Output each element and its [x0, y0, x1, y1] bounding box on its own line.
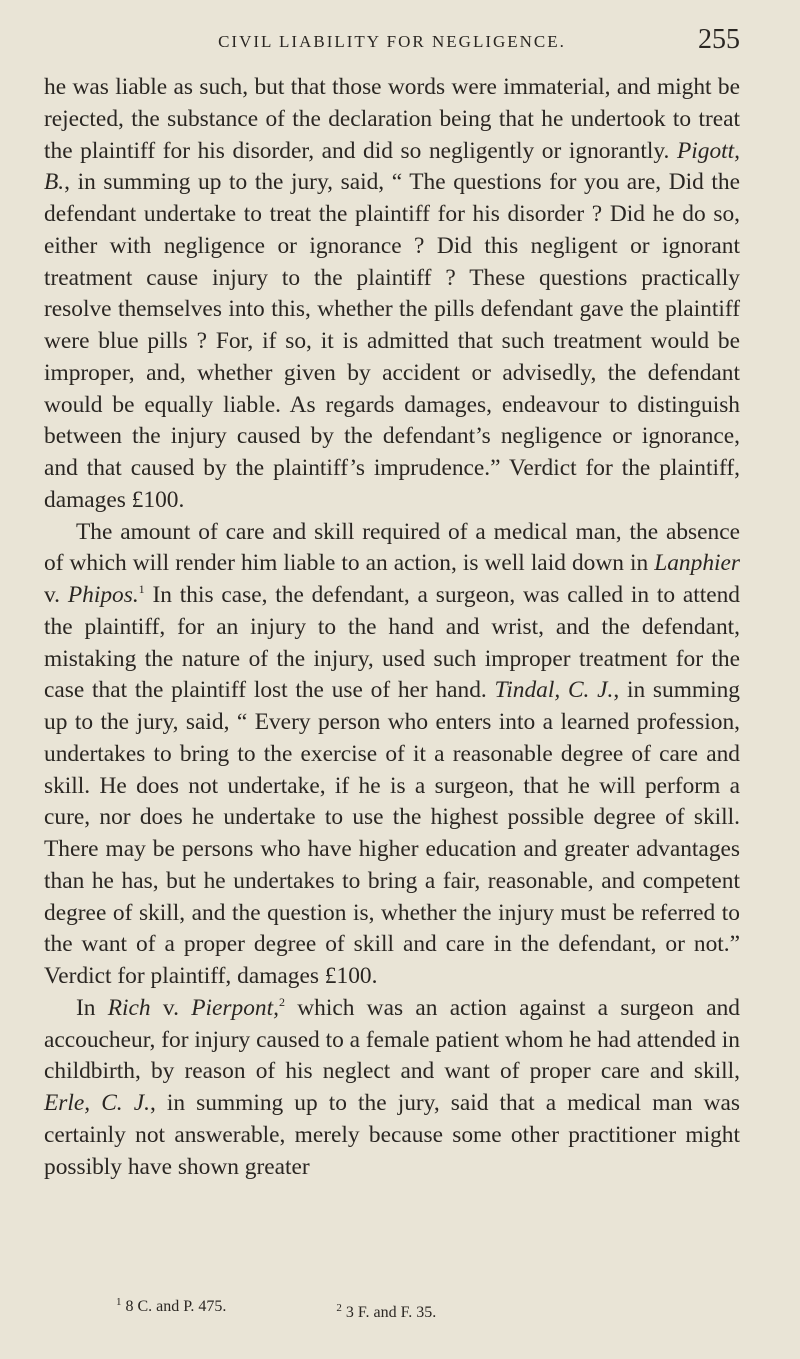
footnote-text: 8 C. and P. 475. [125, 1298, 227, 1315]
case-party: Rich [107, 994, 151, 1021]
text-run: , in summing up to the jury, said that a medical man was certainly not answerable, merely because some other practitioner might possibly have shown greater [44, 1090, 740, 1180]
case-party: Phipos. [67, 582, 139, 608]
footnote-mark: 2 [336, 1301, 342, 1314]
footnote-2 [336, 1301, 437, 1322]
footnotes [44, 1295, 740, 1322]
judge-name: Tindal, C. J. [494, 677, 614, 704]
text-run: he was liable as such, but that those words were immaterial, and might be rejected, the substance of the declaration being that he undertook to treat the plaintiff for his disorder, and did so negligently or ignorantly. [44, 74, 740, 164]
footnote-ref: 1 [138, 582, 145, 597]
text-run: v. [44, 582, 68, 608]
page-number: 255 [698, 24, 740, 55]
text-run: , in summing up to the jury, said, “ The questions for you are, Did the defendant undertake to treat the plaintiff for his disorder ? Did he do so, either with negligence or ignorance ? Did this negligent or ignorant treatment cause injury to the plaintiff ? These questions practically resolve themselves into this, whether the pills defendant gave the plaintiff were blue pills ? For, if so, it is admitted that such treatment would be improper, and, whether given by accident or advisedly, the defendant would be equally liable. As regards damages, endeavour to distinguish between the injury caused by the defendant’s negligence or ignorance, and that caused by the plaintiff’s imprudence.” Verdict for the plaintiff, damages £100. [44, 169, 740, 513]
footnote-text: 3 F. and F. 35. [345, 1304, 437, 1321]
paragraph-3 [44, 993, 740, 1184]
paragraph-2 [44, 517, 740, 993]
body-text [44, 72, 740, 1183]
case-party: Pierpont, [191, 994, 279, 1021]
paragraph-1 [44, 72, 740, 517]
text-run: In this case, the defendant, a surgeon, was called in to attend the plaintiff, for an injury to the hand and wrist, and the defendant, mistaking the nature of the injury, used such improper treatment for the case that the plaintiff lost the use of her hand. [44, 582, 740, 704]
running-head: CIVIL LIABILITY FOR NEGLIGENCE. [218, 32, 566, 51]
text-run: which was an action against a surgeon and accoucheur, for injury caused to a female patient whom he had attended in childbirth, by reason of his neglect and want of proper care and skill, [44, 994, 740, 1085]
text-run: The amount of care and skill required of a medical man, the absence of which will render him liable to an action, is well laid down in [44, 518, 740, 577]
page-header [44, 14, 740, 64]
text-run: v. [150, 994, 192, 1021]
judge-name: Pigott, B. [44, 137, 740, 196]
judge-name: Erle, C. J. [44, 1090, 150, 1116]
footnote-1 [116, 1295, 227, 1322]
footnote-mark: 1 [116, 1295, 122, 1308]
text-run: In [76, 994, 108, 1021]
case-party: Lanphier [654, 550, 740, 577]
footnote-ref: 2 [278, 994, 285, 1009]
text-run: , in summing up to the jury, said, “ Every person who enters into a learned profession, undertakes to bring to the exercise of it a reasonable degree of care and skill. He does not undertake, if he is a surgeon, that he will perform a cure, nor does he undertake to use the highest possible degree of skill. There may be persons who have higher education and greater advantages than he has, but he undertakes to bring a fair, reasonable, and competent degree of skill, and the question is, whether the injury must be referred to the want of a proper degree of skill and care in the defendant, or not.” Verdict for plaintiff, damages £100. [44, 677, 740, 989]
